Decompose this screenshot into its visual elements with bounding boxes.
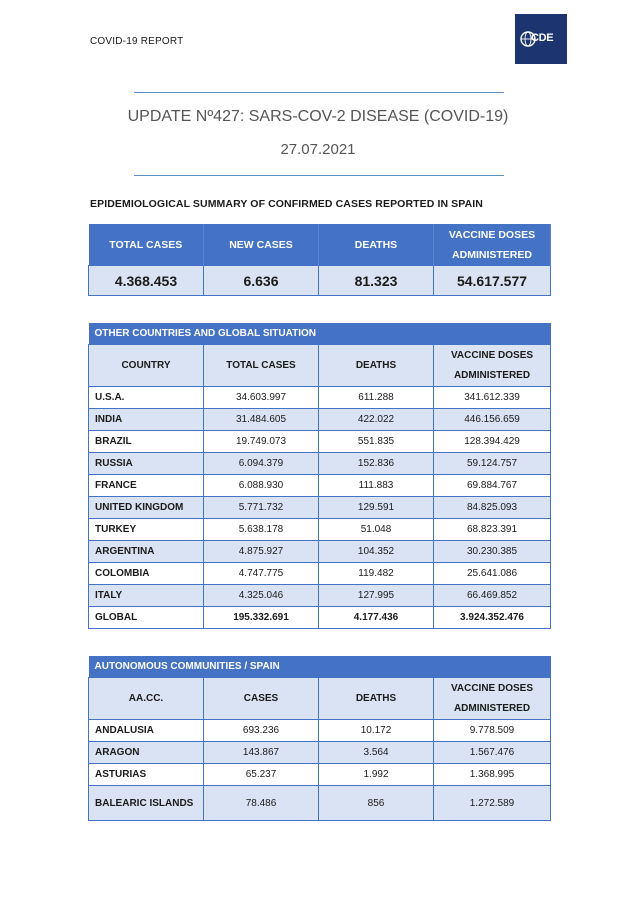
row-value: 143.867 <box>204 742 319 764</box>
row-value: 69.884.767 <box>434 475 551 497</box>
row-label: FRANCE <box>89 475 204 497</box>
row-value: 4.325.046 <box>204 585 319 607</box>
row-value: 59.124.757 <box>434 453 551 475</box>
report-date: 27.07.2021 <box>280 141 356 158</box>
table-row <box>89 563 551 585</box>
row-label: U.S.A. <box>89 387 204 409</box>
row-value: 4.177.436 <box>319 607 434 629</box>
table-row <box>89 409 551 431</box>
countries-col-vaccine-doses: VACCINE DOSES ADMINISTERED <box>434 345 551 387</box>
row-value: 5.771.732 <box>204 497 319 519</box>
row-value: 10.172 <box>319 720 434 742</box>
summary-col-deaths: DEATHS <box>319 224 434 266</box>
row-value: 9.778.509 <box>434 720 551 742</box>
row-value: 6.094.379 <box>204 453 319 475</box>
row-value: 34.603.997 <box>204 387 319 409</box>
summary-table <box>88 224 551 296</box>
table-row <box>89 607 551 629</box>
row-value: 51.048 <box>319 519 434 541</box>
table-row <box>89 786 551 821</box>
summary-new-cases: 6.636 <box>204 266 319 296</box>
row-value: 3.564 <box>319 742 434 764</box>
countries-col-deaths: DEATHS <box>319 345 434 387</box>
row-value: 195.332.691 <box>204 607 319 629</box>
countries-table-title: OTHER COUNTRIES AND GLOBAL SITUATION <box>89 323 551 345</box>
row-value: 19.749.073 <box>204 431 319 453</box>
top-rule <box>134 92 504 93</box>
row-value: 422.022 <box>319 409 434 431</box>
row-value: 25.641.086 <box>434 563 551 585</box>
table-row <box>89 453 551 475</box>
row-value: 152.836 <box>319 453 434 475</box>
report-label: COVID-19 REPORT <box>90 36 184 47</box>
row-label: TURKEY <box>89 519 204 541</box>
communities-col-vaccine-doses: VACCINE DOSES ADMINISTERED <box>434 678 551 720</box>
row-value: 66.469.852 <box>434 585 551 607</box>
communities-table-title: AUTONOMOUS COMMUNITIES / SPAIN <box>89 656 551 678</box>
row-label: ARAGON <box>89 742 204 764</box>
row-label: ASTURIAS <box>89 764 204 786</box>
row-label: INDIA <box>89 409 204 431</box>
row-value: 1.992 <box>319 764 434 786</box>
row-value: 1.368.995 <box>434 764 551 786</box>
table-row <box>89 519 551 541</box>
row-label: ITALY <box>89 585 204 607</box>
row-label: RUSSIA <box>89 453 204 475</box>
row-value: 119.482 <box>319 563 434 585</box>
row-value: 68.823.391 <box>434 519 551 541</box>
row-value: 341.612.339 <box>434 387 551 409</box>
row-value: 65.237 <box>204 764 319 786</box>
row-label: BALEARIC ISLANDS <box>89 786 204 821</box>
summary-col-total-cases: TOTAL CASES <box>89 224 204 266</box>
table-row <box>89 431 551 453</box>
row-value: 5.638.178 <box>204 519 319 541</box>
row-label: GLOBAL <box>89 607 204 629</box>
page-title: UPDATE Nº427: SARS-COV-2 DISEASE (COVID-19) <box>127 108 509 125</box>
row-value: 4.747.775 <box>204 563 319 585</box>
summary-heading: EPIDEMIOLOGICAL SUMMARY OF CONFIRMED CASES REPORTED IN SPAIN <box>90 198 483 210</box>
row-value: 693.236 <box>204 720 319 742</box>
row-value: 78.486 <box>204 786 319 821</box>
row-value: 4.875.927 <box>204 541 319 563</box>
cde-logo <box>515 14 567 64</box>
row-value: 84.825.093 <box>434 497 551 519</box>
row-label: UNITED KINGDOM <box>89 497 204 519</box>
communities-col-cases: CASES <box>204 678 319 720</box>
row-value: 111.883 <box>319 475 434 497</box>
countries-col-country: COUNTRY <box>89 345 204 387</box>
summary-total-cases: 4.368.453 <box>89 266 204 296</box>
table-row <box>89 720 551 742</box>
communities-col-deaths: DEATHS <box>319 678 434 720</box>
row-value: 551.835 <box>319 431 434 453</box>
summary-col-vaccine-doses: VACCINE DOSES ADMINISTERED <box>434 224 551 266</box>
row-value: 127.995 <box>319 585 434 607</box>
row-value: 104.352 <box>319 541 434 563</box>
table-row <box>89 475 551 497</box>
row-value: 30.230.385 <box>434 541 551 563</box>
table-row <box>89 764 551 786</box>
table-row <box>89 541 551 563</box>
communities-table <box>88 656 551 821</box>
row-value: 128.394.429 <box>434 431 551 453</box>
row-value: 3.924.352.476 <box>434 607 551 629</box>
table-row <box>89 742 551 764</box>
table-row <box>89 387 551 409</box>
summary-col-new-cases: NEW CASES <box>204 224 319 266</box>
table-row <box>89 497 551 519</box>
row-label: BRAZIL <box>89 431 204 453</box>
row-label: ARGENTINA <box>89 541 204 563</box>
row-value: 1.272.589 <box>434 786 551 821</box>
summary-deaths: 81.323 <box>319 266 434 296</box>
row-label: ANDALUSIA <box>89 720 204 742</box>
row-value: 31.484.605 <box>204 409 319 431</box>
summary-vaccine-doses: 54.617.577 <box>434 266 551 296</box>
countries-table <box>88 323 551 629</box>
row-value: 1.567.476 <box>434 742 551 764</box>
row-label: COLOMBIA <box>89 563 204 585</box>
communities-col-aacc: AA.CC. <box>89 678 204 720</box>
row-value: 611.288 <box>319 387 434 409</box>
bottom-rule <box>134 175 504 176</box>
row-value: 856 <box>319 786 434 821</box>
row-value: 446.156.659 <box>434 409 551 431</box>
logo-text: CDE <box>531 32 554 44</box>
row-value: 129.591 <box>319 497 434 519</box>
table-row <box>89 585 551 607</box>
countries-col-total-cases: TOTAL CASES <box>204 345 319 387</box>
row-value: 6.088.930 <box>204 475 319 497</box>
